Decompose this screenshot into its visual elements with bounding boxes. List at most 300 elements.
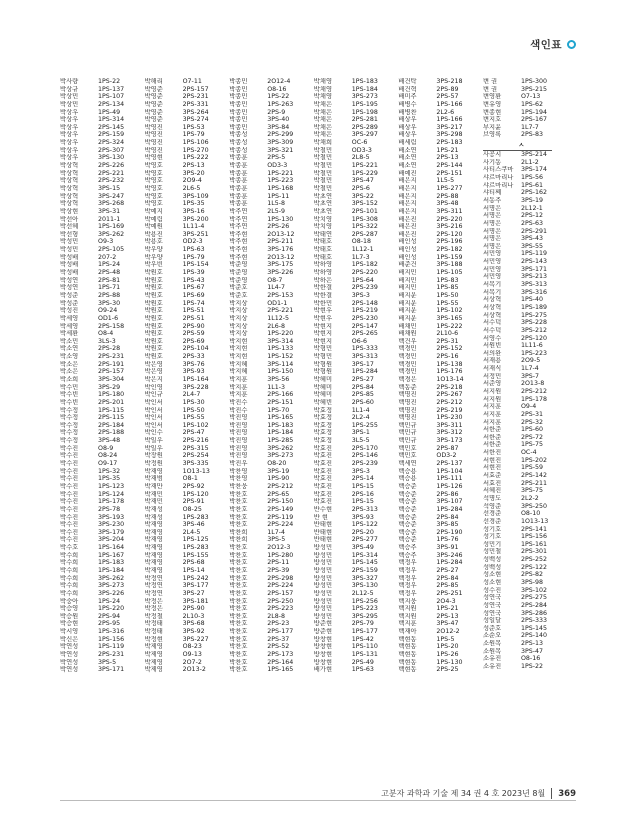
presentation-code: 3PS-177 bbox=[182, 582, 209, 590]
index-entry bbox=[314, 353, 399, 361]
presentation-code: 1PS-219 bbox=[351, 307, 378, 315]
author-name: 박장원 bbox=[144, 452, 163, 460]
index-entry bbox=[314, 246, 399, 254]
author-name: 박태호 bbox=[313, 246, 333, 254]
index-entry bbox=[145, 429, 230, 437]
author-name: 서효준 bbox=[482, 472, 502, 480]
presentation-code: 1PS-26 bbox=[436, 651, 459, 659]
index-entry bbox=[229, 659, 314, 667]
presentation-code: 1PS-110 bbox=[351, 643, 378, 651]
index-entry bbox=[60, 307, 145, 315]
presentation-code: 2PS-83 bbox=[520, 131, 544, 139]
author-name: 박성진 bbox=[60, 307, 79, 315]
author-name: 박효정 bbox=[313, 406, 333, 414]
index-entry bbox=[145, 162, 230, 170]
index-entry bbox=[314, 620, 399, 628]
index-entry bbox=[483, 342, 568, 350]
presentation-code: OD3-2 bbox=[436, 452, 457, 460]
presentation-code: 3PS-216 bbox=[436, 223, 463, 231]
presentation-code: O8-20 bbox=[267, 460, 287, 468]
author-name: 박재민 bbox=[144, 490, 163, 498]
presentation-code: 2PS-231 bbox=[182, 93, 209, 101]
presentation-code: 2PS-182 bbox=[436, 246, 463, 254]
author-name: 박성연 bbox=[60, 276, 79, 284]
author-name: 박영진 bbox=[144, 131, 163, 139]
index-entry bbox=[483, 480, 568, 488]
presentation-code: 3PS-3 bbox=[351, 291, 370, 299]
index-entry bbox=[398, 460, 483, 468]
index-entry bbox=[483, 388, 568, 396]
index-entry bbox=[483, 579, 568, 587]
index-entry bbox=[483, 556, 568, 564]
presentation-code: 1PS-198 bbox=[351, 108, 378, 116]
index-entry bbox=[145, 391, 230, 399]
author-name: 박현지 bbox=[313, 337, 333, 345]
index-entry bbox=[229, 437, 314, 445]
index-entry bbox=[314, 261, 399, 269]
author-name: 박원호 bbox=[144, 337, 163, 345]
index-entry bbox=[398, 575, 483, 583]
author-name: 박형민 bbox=[313, 345, 333, 353]
presentation-code: 1PS-35 bbox=[182, 200, 205, 208]
index-entry bbox=[483, 220, 568, 228]
author-name: 배지운 bbox=[398, 291, 417, 299]
presentation-code: 1PS-102 bbox=[182, 421, 209, 429]
presentation-code: 2PS-231 bbox=[98, 353, 125, 361]
author-name: 박현지 bbox=[313, 322, 333, 330]
index-entry bbox=[60, 506, 145, 514]
presentation-code: 3PS-114 bbox=[267, 360, 294, 368]
author-name: 백명진 bbox=[398, 398, 417, 406]
index-entry bbox=[483, 610, 568, 618]
author-name: 박은지 bbox=[144, 375, 163, 383]
index-entry bbox=[229, 292, 314, 300]
index-entry bbox=[229, 307, 314, 315]
author-name: 박채은 bbox=[313, 108, 333, 116]
index-entry bbox=[145, 216, 230, 224]
index-entry bbox=[398, 613, 483, 621]
index-entry bbox=[483, 116, 568, 124]
index-entry bbox=[60, 200, 145, 208]
index-entry bbox=[229, 277, 314, 285]
presentation-code: 1PS-21 bbox=[436, 605, 459, 613]
presentation-code: 1PS-169 bbox=[98, 223, 125, 231]
author-name: 박영준 bbox=[144, 100, 163, 108]
presentation-code: 1PS-51 bbox=[182, 307, 205, 315]
presentation-code: 1L7-3 bbox=[351, 253, 370, 261]
index-entry bbox=[483, 350, 568, 358]
presentation-code: 3PS-251 bbox=[182, 230, 209, 238]
index-entry bbox=[60, 605, 145, 613]
presentation-code: O9-4 bbox=[520, 403, 537, 411]
author-name: 박효진 bbox=[313, 490, 333, 498]
presentation-code: 1PS-314 bbox=[351, 551, 378, 559]
author-name: 백지원 bbox=[398, 612, 417, 620]
author-name: 배은진 bbox=[398, 215, 417, 223]
presentation-code: 3PS-55 bbox=[520, 242, 544, 250]
presentation-code: 3PS-47 bbox=[351, 177, 374, 185]
presentation-code: 2O13-8 bbox=[520, 380, 545, 388]
index-entry bbox=[483, 510, 568, 518]
author-name: 박해리 bbox=[144, 78, 163, 85]
author-name: 박찬호 bbox=[229, 620, 248, 628]
presentation-code: O6-6 bbox=[351, 337, 368, 345]
presentation-code: 1L5-8 bbox=[267, 200, 285, 208]
author-name: 방창현 bbox=[313, 643, 333, 651]
author-name: 박상규 bbox=[60, 85, 79, 93]
author-name: 서명은 bbox=[482, 235, 502, 243]
author-name: 백승용 bbox=[398, 475, 417, 483]
presentation-code: 2PS-16 bbox=[436, 353, 459, 361]
presentation-code: 1PS-176 bbox=[436, 368, 463, 376]
author-name: 박채은 bbox=[313, 123, 333, 131]
index-entry bbox=[145, 361, 230, 369]
index-entry bbox=[145, 636, 230, 644]
presentation-code: 3PS-313 bbox=[351, 353, 378, 361]
index-entry bbox=[398, 544, 483, 552]
index-entry bbox=[398, 124, 483, 132]
index-entry bbox=[483, 189, 568, 197]
author-name: 박종성 bbox=[229, 131, 248, 139]
index-entry bbox=[60, 368, 145, 376]
index-entry bbox=[483, 434, 568, 442]
author-name: 박찬호 bbox=[229, 498, 248, 506]
presentation-code: 2PS-177 bbox=[267, 628, 294, 636]
author-name: 방성민 bbox=[313, 551, 333, 559]
index-entry bbox=[145, 101, 230, 109]
index-entry bbox=[229, 177, 314, 185]
index-entry bbox=[145, 452, 230, 460]
author-name: 박재성 bbox=[144, 513, 163, 521]
presentation-code: 2PS-65 bbox=[267, 490, 290, 498]
presentation-code: 1PS-104 bbox=[436, 467, 463, 475]
index-entry bbox=[398, 345, 483, 353]
index-entry bbox=[229, 238, 314, 246]
presentation-code: 1PS-221 bbox=[351, 162, 378, 170]
presentation-code: 2PS-219 bbox=[436, 406, 463, 414]
presentation-code: 1PS-220 bbox=[267, 330, 294, 338]
author-name: 박영진 bbox=[144, 146, 163, 154]
index-entry bbox=[398, 177, 483, 185]
presentation-code: 1PS-63 bbox=[351, 666, 374, 674]
author-name: 박예림 bbox=[144, 215, 163, 223]
author-name: 백재아 bbox=[398, 628, 417, 636]
author-name: 박수진 bbox=[60, 475, 79, 483]
index-entry bbox=[60, 269, 145, 277]
index-entry bbox=[229, 598, 314, 606]
index-entry bbox=[60, 353, 145, 361]
author-name: 사티스쿠마 bbox=[482, 166, 514, 174]
index-entry bbox=[145, 353, 230, 361]
author-name: 박수진 bbox=[60, 490, 79, 498]
author-name: 박수진 bbox=[60, 513, 79, 521]
author-name: 방성민 bbox=[313, 559, 333, 567]
presentation-code: 2PS-84 bbox=[436, 513, 459, 521]
author-name: 성백성 bbox=[482, 556, 502, 564]
presentation-code: 2PS-146 bbox=[351, 452, 378, 460]
author-name: 배은진 bbox=[398, 223, 417, 231]
index-entry bbox=[314, 307, 399, 315]
presentation-code: 2PS-291 bbox=[520, 227, 548, 235]
index-entry bbox=[229, 628, 314, 636]
presentation-code: 2PS-28 bbox=[98, 345, 121, 353]
index-entry bbox=[60, 170, 145, 178]
author-name: 박수희 bbox=[60, 574, 79, 582]
index-entry bbox=[314, 277, 399, 285]
presentation-code: 1PS-15 bbox=[351, 482, 374, 490]
index-entry bbox=[483, 541, 568, 549]
author-name: 박찬호 bbox=[229, 589, 248, 597]
presentation-code: 2L6-8 bbox=[267, 322, 285, 330]
author-name: 백명진 bbox=[398, 391, 417, 399]
index-entry bbox=[314, 315, 399, 323]
presentation-code: 2L2-6 bbox=[436, 108, 455, 116]
presentation-code: 2PS-16 bbox=[351, 490, 374, 498]
index-entry bbox=[60, 544, 145, 552]
presentation-code: 2PS-72 bbox=[520, 433, 544, 441]
presentation-code: 1PS-5 bbox=[436, 635, 455, 643]
author-name: 박종민 bbox=[229, 93, 248, 101]
index-entry bbox=[229, 246, 314, 254]
presentation-code: 1PS-39 bbox=[182, 269, 205, 277]
presentation-code: 2PS-211 bbox=[267, 238, 294, 246]
index-entry bbox=[60, 468, 145, 476]
author-name: 박영호 bbox=[144, 169, 163, 177]
index-entry bbox=[398, 666, 483, 674]
presentation-code: O9-24 bbox=[98, 307, 118, 315]
author-name: 박수희 bbox=[60, 589, 79, 597]
author-name: 박주연 bbox=[229, 223, 248, 231]
presentation-code: 2PS-226 bbox=[98, 162, 125, 170]
presentation-code: 2PS-11 bbox=[267, 559, 290, 567]
presentation-code: 3PS-130 bbox=[98, 154, 125, 162]
author-name: 박영준 bbox=[144, 108, 163, 116]
index-entry bbox=[398, 300, 483, 308]
index-entry bbox=[229, 498, 314, 506]
presentation-code: 2PS-166 bbox=[267, 391, 294, 399]
index-entry bbox=[60, 216, 145, 224]
index-entry bbox=[314, 131, 399, 139]
author-name: 박정은 bbox=[144, 605, 163, 613]
index-entry bbox=[60, 208, 145, 216]
index-entry bbox=[145, 506, 230, 514]
presentation-code: 1PS-105 bbox=[436, 269, 463, 277]
presentation-code: 3PS-226 bbox=[267, 269, 294, 277]
index-entry bbox=[145, 399, 230, 407]
author-name: 박상우 bbox=[60, 131, 79, 139]
presentation-code: 1PS-164 bbox=[98, 544, 125, 552]
author-name: 박예지 bbox=[144, 207, 163, 215]
author-name: 성소현 bbox=[482, 579, 502, 586]
index-entry bbox=[314, 582, 399, 590]
index-entry bbox=[60, 536, 145, 544]
index-entry bbox=[314, 231, 399, 239]
author-name: 박철민 bbox=[313, 184, 333, 192]
author-name: 서상혁 bbox=[482, 303, 502, 311]
index-entry bbox=[483, 464, 568, 472]
author-name: 변영환 bbox=[482, 93, 502, 101]
index-entry bbox=[483, 419, 568, 427]
index-entry bbox=[314, 536, 399, 544]
presentation-code: 2PS-167 bbox=[520, 116, 548, 124]
index-entry bbox=[229, 384, 314, 392]
presentation-code: 1PS-164 bbox=[182, 375, 209, 383]
presentation-code: 1PS-32 bbox=[98, 467, 121, 475]
presentation-code: 2PS-151 bbox=[267, 398, 294, 406]
index-entry bbox=[398, 246, 483, 254]
author-name: 박상우 bbox=[60, 154, 79, 162]
author-name: 박연성 bbox=[60, 651, 79, 659]
presentation-code: 3PS-7 bbox=[520, 372, 540, 380]
presentation-code: 1PS-14 bbox=[182, 567, 205, 574]
presentation-code: 1PS-180 bbox=[98, 391, 125, 399]
index-entry bbox=[60, 659, 145, 667]
author-name: 백경민 bbox=[398, 368, 417, 376]
presentation-code: 2PS-137 bbox=[436, 460, 463, 468]
page-number: 369 bbox=[558, 788, 576, 799]
author-name: 박상혁 bbox=[60, 184, 79, 192]
index-entry bbox=[483, 266, 568, 274]
presentation-code: 2PS-157 bbox=[267, 589, 294, 597]
presentation-code: 2O13-12 bbox=[267, 253, 295, 261]
index-entry bbox=[314, 238, 399, 246]
author-name: 소순오 bbox=[482, 632, 502, 640]
author-name: 배지민 bbox=[398, 276, 417, 284]
presentation-code: 2PS-158 bbox=[98, 322, 125, 330]
author-name: 박혜미 bbox=[313, 383, 333, 391]
index-entry bbox=[229, 330, 314, 338]
index-entry bbox=[398, 116, 483, 124]
presentation-code: 2PS-333 bbox=[520, 617, 548, 625]
presentation-code: 3PS-31 bbox=[98, 207, 121, 215]
author-name: 백승준 bbox=[398, 521, 417, 529]
presentation-code: 1PS-120 bbox=[182, 490, 209, 498]
presentation-code: 2PS-95 bbox=[98, 620, 121, 628]
presentation-code: 3PS-179 bbox=[98, 528, 125, 536]
index-column bbox=[145, 78, 230, 674]
author-name: 성수진 bbox=[482, 586, 502, 594]
index-entry bbox=[145, 590, 230, 598]
author-name: 방성민 bbox=[313, 567, 333, 574]
author-name: 배채민 bbox=[398, 322, 417, 330]
index-entry bbox=[229, 300, 314, 308]
index-entry bbox=[483, 526, 568, 534]
author-name: 박현우 bbox=[313, 307, 333, 315]
index-entry bbox=[145, 368, 230, 376]
presentation-code: 1PS-220 bbox=[98, 605, 125, 613]
index-entry bbox=[145, 193, 230, 201]
author-name: 박찬영 bbox=[229, 467, 248, 475]
author-name: 박소희 bbox=[60, 375, 79, 383]
index-entry bbox=[60, 521, 145, 529]
presentation-code: 1PS-130 bbox=[267, 215, 294, 223]
author-name: 박종민 bbox=[229, 116, 248, 124]
author-name: 박상우 bbox=[60, 116, 79, 124]
author-name: 박효진 bbox=[313, 444, 333, 452]
author-name: 배지운 bbox=[398, 314, 417, 322]
presentation-code: OD3-3 bbox=[351, 146, 372, 154]
author-name: 박은영 bbox=[144, 360, 163, 368]
index-entry bbox=[60, 361, 145, 369]
index-entry bbox=[145, 147, 230, 155]
index-entry bbox=[229, 78, 314, 86]
index-entry bbox=[398, 162, 483, 170]
index-entry bbox=[483, 472, 568, 480]
footer-separator bbox=[551, 788, 552, 799]
presentation-code: 1PS-79 bbox=[182, 253, 205, 261]
presentation-code: 1PS-284 bbox=[436, 505, 463, 513]
author-name: 박종훈 bbox=[229, 192, 248, 200]
author-name: 박소영 bbox=[60, 353, 79, 361]
index-entry bbox=[145, 659, 230, 667]
author-name: 박수진 bbox=[60, 521, 79, 529]
author-name: 서복기 bbox=[482, 288, 502, 296]
index-entry bbox=[60, 529, 145, 537]
presentation-code: 2PS-191 bbox=[98, 360, 125, 368]
author-name: 방창현 bbox=[313, 658, 333, 666]
index-entry bbox=[60, 185, 145, 193]
author-name: 성준호 bbox=[482, 624, 502, 632]
presentation-code: 2PS-287 bbox=[351, 230, 378, 238]
presentation-code: 1PS-69 bbox=[182, 291, 205, 299]
index-entry bbox=[314, 613, 399, 621]
author-name: 백정우 bbox=[398, 582, 417, 590]
presentation-code: 2L6-5 bbox=[182, 184, 201, 192]
presentation-code: 1PS-184 bbox=[98, 567, 125, 574]
index-entry bbox=[60, 483, 145, 491]
author-name: 박지상 bbox=[229, 330, 248, 338]
author-name: 박지훈 bbox=[229, 383, 248, 391]
author-name: 박채영 bbox=[313, 85, 333, 93]
index-entry bbox=[314, 659, 399, 667]
index-entry bbox=[145, 376, 230, 384]
author-name: 배지운 bbox=[398, 299, 417, 307]
author-name: 박혜미 bbox=[313, 375, 333, 383]
presentation-code: 3PS-273 bbox=[351, 93, 378, 101]
index-entry bbox=[145, 254, 230, 262]
presentation-code: 1PS-145 bbox=[351, 559, 378, 567]
presentation-code: 2PS-20 bbox=[351, 528, 374, 536]
index-entry bbox=[483, 273, 568, 281]
author-name: 박수진 bbox=[60, 528, 79, 536]
author-name: 서혜진 bbox=[482, 487, 502, 495]
presentation-code: 2L12-5 bbox=[351, 589, 374, 597]
index-entry bbox=[398, 437, 483, 445]
author-name: 박성민 bbox=[60, 246, 79, 254]
index-entry bbox=[314, 445, 399, 453]
presentation-code: 1PS-42 bbox=[351, 635, 374, 643]
index-entry bbox=[229, 407, 314, 415]
presentation-code: 1L11-4 bbox=[182, 223, 205, 231]
presentation-code: 2PS-25 bbox=[436, 666, 459, 674]
presentation-code: 1PS-119 bbox=[520, 250, 548, 258]
presentation-code: 1PS-64 bbox=[351, 276, 374, 284]
author-name: 배병수 bbox=[398, 100, 417, 108]
author-name: 박영호 bbox=[144, 200, 163, 208]
author-name: 서현진 bbox=[482, 456, 502, 464]
presentation-code: OD2-3 bbox=[182, 238, 203, 246]
author-name: 박인서 bbox=[144, 414, 163, 422]
author-name: 박우양 bbox=[144, 253, 163, 261]
index-entry bbox=[229, 368, 314, 376]
index-entry bbox=[60, 437, 145, 445]
presentation-code: 3PS-48 bbox=[436, 200, 459, 208]
index-column bbox=[398, 78, 483, 674]
index-column bbox=[314, 78, 399, 674]
presentation-code: 2PS-170 bbox=[351, 444, 378, 452]
index-entry bbox=[483, 365, 568, 373]
author-name: 사기동 bbox=[482, 158, 502, 166]
